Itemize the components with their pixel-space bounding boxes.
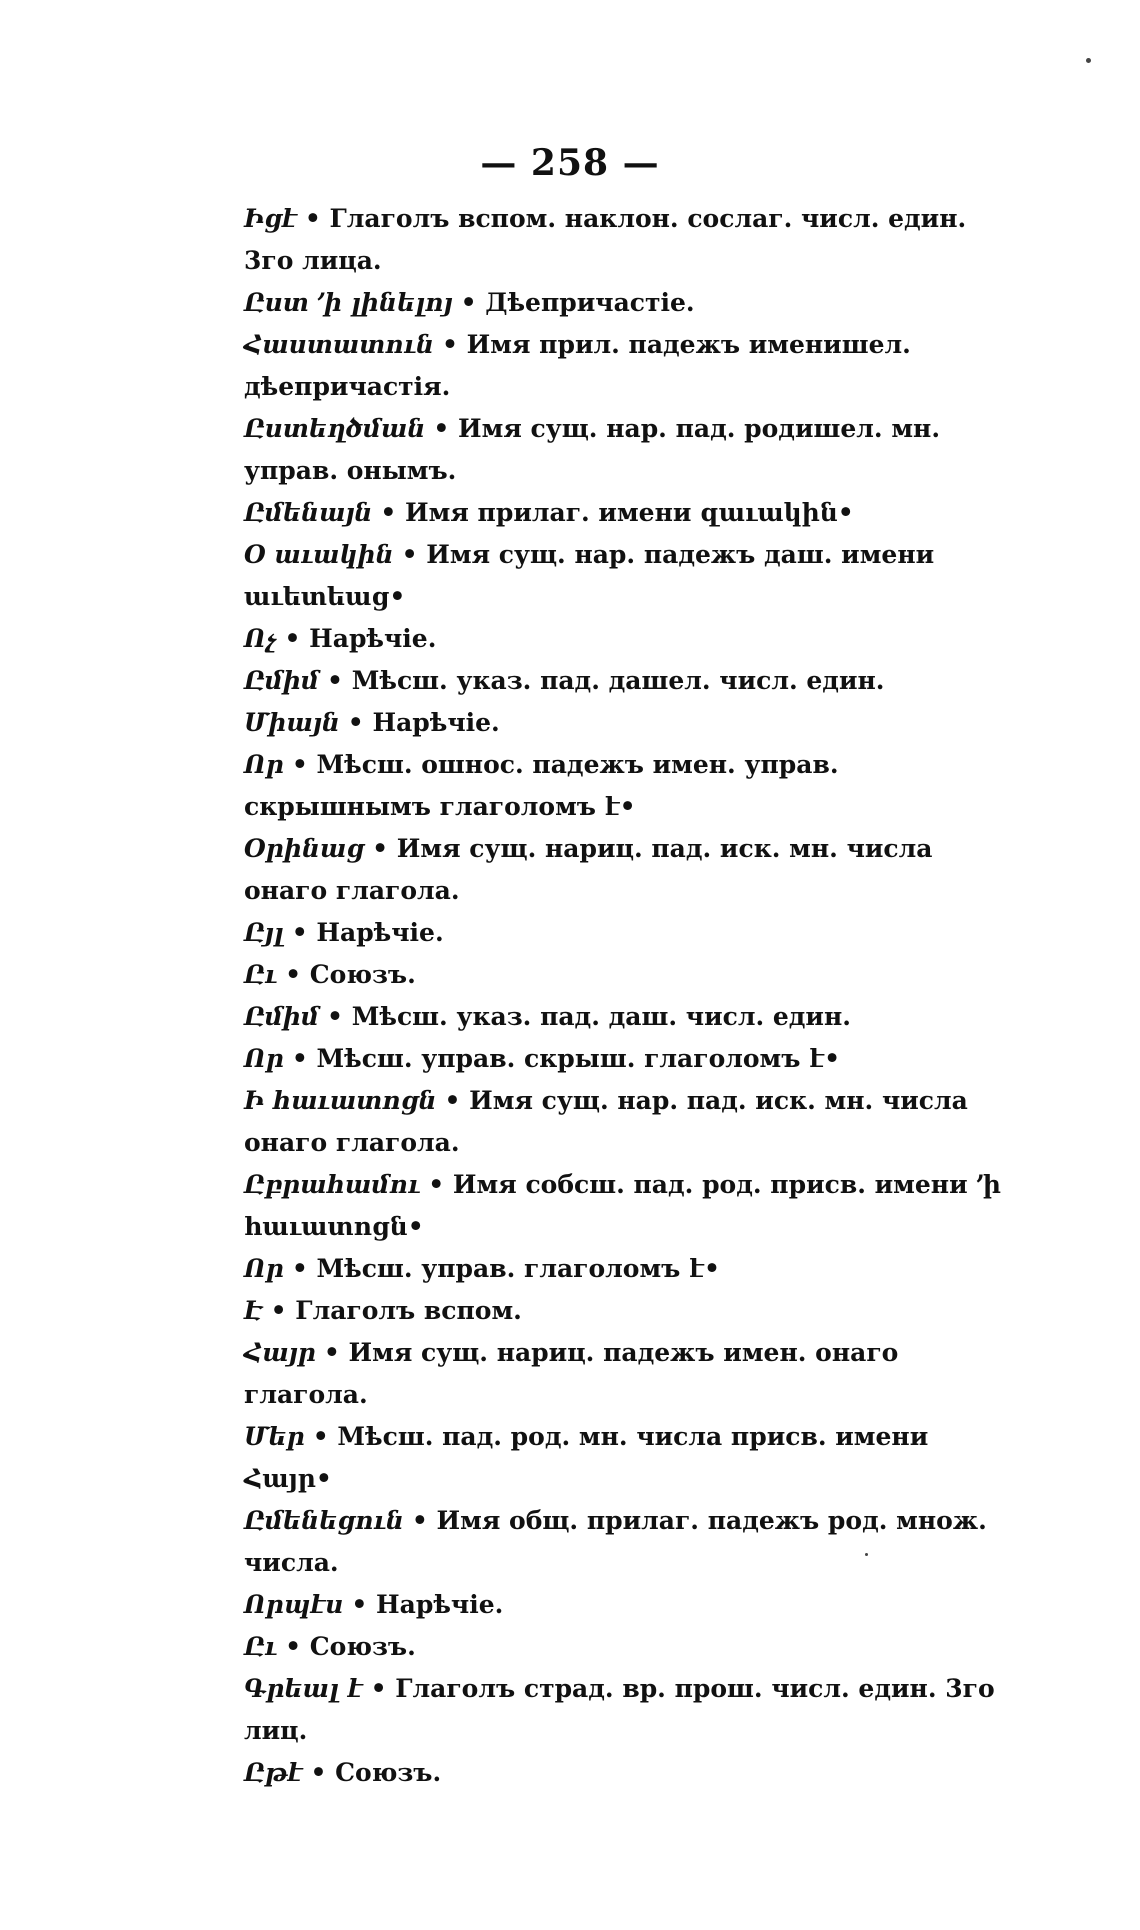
entry-gloss: • Мѣсш. управ. глаголомъ է• xyxy=(291,1254,721,1283)
entry-gloss: • Союзъ. xyxy=(285,960,416,989)
entry-gloss: • Союзъ. xyxy=(285,1632,416,1661)
entry-headword: Ըւ xyxy=(244,1632,278,1661)
entry-gloss: • Нарѣчiе. xyxy=(284,624,437,653)
entry-gloss: • Дѣепричастiе. xyxy=(460,288,695,317)
entry-gloss: • Глаголъ вспом. xyxy=(270,1296,522,1325)
entry-gloss: • Имя собсш. пад. род. присв. имени ՚ի հաւատոցն• xyxy=(244,1170,1002,1241)
entry-gloss: • Мѣсш. указ. пад. даш. числ. един. xyxy=(327,1002,851,1031)
dictionary-entry xyxy=(222,660,1020,702)
dictionary-entry xyxy=(222,1584,1020,1626)
entry-headword: Ըւ xyxy=(244,960,278,989)
entry-headword: Ըմենայն xyxy=(244,498,373,527)
entry-gloss: • Мѣсш. пад. род. мн. числа присв. имени Հայր• xyxy=(244,1422,929,1493)
dictionary-entry xyxy=(222,1248,1020,1290)
dictionary-entry xyxy=(222,534,1020,618)
entry-headword: Օ աւակին xyxy=(244,540,394,569)
page-speck xyxy=(1086,58,1091,63)
entry-gloss: • Союзъ. xyxy=(310,1758,442,1787)
dictionary-entry xyxy=(222,828,1020,912)
entry-gloss: • Нарѣчiе. xyxy=(291,918,444,947)
entry-gloss: • Нарѣчiе. xyxy=(347,708,500,737)
entry-headword: Որ xyxy=(244,1044,284,1073)
entry-gloss: • Имя прилаг. имени զաւակին• xyxy=(380,498,854,527)
dictionary-entry xyxy=(222,1668,1020,1752)
entry-headword: Միայն xyxy=(244,708,340,737)
entry-headword: Որ xyxy=(244,1254,284,1283)
entry-gloss: • Имя сущ. нариц. пад. иск. мн. числа онаго глагола. xyxy=(244,834,933,905)
entry-gloss: • Мѣсш. указ. пад. дашел. числ. един. xyxy=(327,666,885,695)
dictionary-entry xyxy=(222,408,1020,492)
dictionary-entry xyxy=(222,1290,1020,1332)
entry-list xyxy=(244,198,1020,1794)
dictionary-entry xyxy=(222,744,1020,828)
page-number: — 258 — xyxy=(480,142,660,184)
entry-headword: Գրեալ է xyxy=(244,1674,363,1703)
entry-headword: Է xyxy=(244,1296,263,1325)
dictionary-entry xyxy=(222,1332,1020,1416)
entry-gloss: • Имя сущ. нар. падежъ даш. имени աւետեաց• xyxy=(244,540,935,611)
dictionary-entry xyxy=(222,282,1020,324)
entry-headword: Ոչ xyxy=(244,624,277,653)
entry-gloss: • Глаголъ вспом. наклон. сослаг. числ. един. 3го лица. xyxy=(244,204,967,275)
dictionary-entry xyxy=(222,1038,1020,1080)
dictionary-entry xyxy=(222,912,1020,954)
entry-headword: Ըբրահամու xyxy=(244,1170,421,1199)
entry-headword: Հայր xyxy=(244,1338,316,1367)
dictionary-entry xyxy=(222,1500,1020,1584)
entry-headword: Մեր xyxy=(244,1422,305,1451)
dictionary-entry xyxy=(222,954,1020,996)
entry-gloss: • Глаголъ страд. вр. прош. числ. един. 3го лиц. xyxy=(244,1674,995,1745)
entry-gloss: • Мѣсш. управ. скрыш. глаголомъ է• xyxy=(291,1044,841,1073)
page-speck xyxy=(865,1553,868,1556)
dictionary-entry xyxy=(222,702,1020,744)
entry-gloss: • Имя сущ. нариц. падежъ имен. онаго глагола. xyxy=(244,1338,899,1409)
entry-headword: Ըյլ xyxy=(244,918,284,947)
dictionary-entry xyxy=(222,1164,1020,1248)
entry-headword: Ի հաւատոցն xyxy=(244,1086,437,1115)
entry-headword: Որպէս xyxy=(244,1590,344,1619)
dictionary-entry xyxy=(222,996,1020,1038)
entry-headword: Ըմենեցուն xyxy=(244,1506,404,1535)
entry-headword: Որ xyxy=(244,750,284,779)
entry-headword: Օրինաց xyxy=(244,834,365,863)
entry-headword: Ըմիմ xyxy=(244,666,320,695)
dictionary-entry xyxy=(222,198,1020,282)
dictionary-entry xyxy=(222,1752,1020,1794)
entry-gloss: • Имя сущ. нар. пад. иск. мн. числа онаго глагола. xyxy=(244,1086,968,1157)
dictionary-entry xyxy=(222,1080,1020,1164)
entry-headword: Հաստատուն xyxy=(244,330,435,359)
dictionary-entry xyxy=(222,618,1020,660)
dictionary-entry xyxy=(222,324,1020,408)
dictionary-entry xyxy=(222,492,1020,534)
entry-gloss: • Имя общ. прилаг. падежъ род. множ. числа. xyxy=(244,1506,987,1577)
entry-gloss: • Мѣсш. ошнос. падежъ имен. управ. скрышнымъ глаголомъ է• xyxy=(244,750,839,821)
entry-gloss: • Имя прил. падежъ именишел. дѣепричастiя. xyxy=(244,330,911,401)
dictionary-entry xyxy=(222,1416,1020,1500)
entry-headword: Ըստեղծման xyxy=(244,414,426,443)
entry-headword: Ըմիմ xyxy=(244,1002,320,1031)
entry-gloss: • Имя сущ. нар. пад. родишел. мн. управ. онымъ. xyxy=(244,414,941,485)
entry-headword: Իցէ xyxy=(244,204,297,233)
entry-gloss: • Нарѣчiе. xyxy=(351,1590,504,1619)
entry-headword: Ըթէ xyxy=(244,1758,303,1787)
entry-headword: Ըստ ՚ի լինելոյ xyxy=(244,288,453,317)
dictionary-entry xyxy=(222,1626,1020,1668)
